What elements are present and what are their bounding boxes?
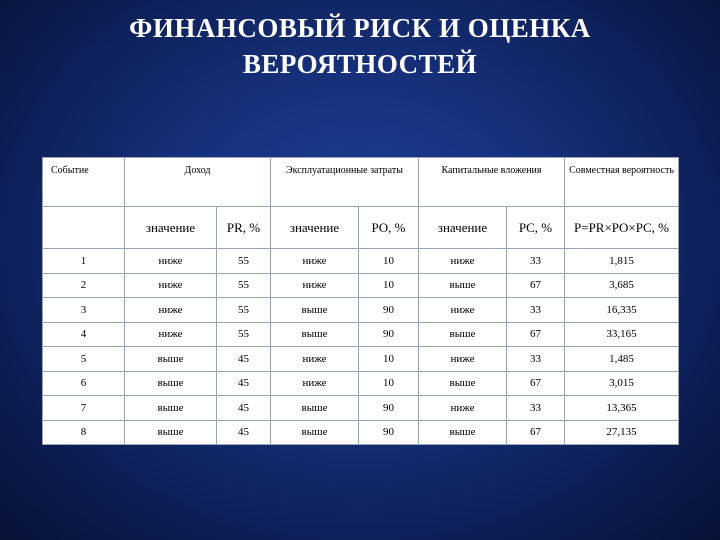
cell-p: 16,335 — [565, 298, 679, 323]
cell-event: 8 — [43, 420, 125, 445]
cell-p: 27,135 — [565, 420, 679, 445]
cell-p: 3,015 — [565, 371, 679, 396]
cell-income: выше — [125, 347, 217, 372]
cell-capex: выше — [419, 371, 507, 396]
cell-income: ниже — [125, 249, 217, 274]
cell-p: 13,365 — [565, 396, 679, 421]
cell-pc: 67 — [507, 371, 565, 396]
header-income: Доход — [125, 158, 271, 207]
table-row — [43, 273, 679, 298]
cell-opex: ниже — [271, 249, 359, 274]
cell-po: 10 — [359, 347, 419, 372]
subheader-opex-prob: PO, % — [359, 207, 419, 249]
header-row — [43, 158, 679, 207]
cell-event: 4 — [43, 322, 125, 347]
cell-opex: выше — [271, 298, 359, 323]
cell-p: 1,815 — [565, 249, 679, 274]
cell-income: выше — [125, 371, 217, 396]
cell-capex: ниже — [419, 298, 507, 323]
cell-pr: 45 — [217, 347, 271, 372]
cell-pc: 67 — [507, 273, 565, 298]
cell-event: 1 — [43, 249, 125, 274]
table-row — [43, 249, 679, 274]
slide-title — [0, 10, 720, 82]
table-row — [43, 322, 679, 347]
cell-income: ниже — [125, 298, 217, 323]
cell-capex: ниже — [419, 396, 507, 421]
cell-po: 10 — [359, 273, 419, 298]
cell-pr: 55 — [217, 273, 271, 298]
subheader-event — [43, 207, 125, 249]
cell-opex: выше — [271, 322, 359, 347]
header-capex: Капитальные вложения — [419, 158, 565, 207]
header-event: Событие — [43, 158, 125, 207]
cell-income: выше — [125, 420, 217, 445]
cell-opex: выше — [271, 396, 359, 421]
cell-event: 2 — [43, 273, 125, 298]
subheader-row — [43, 207, 679, 249]
cell-po: 90 — [359, 396, 419, 421]
cell-pc: 33 — [507, 249, 565, 274]
cell-po: 90 — [359, 420, 419, 445]
cell-capex: ниже — [419, 347, 507, 372]
subheader-opex-value: значение — [271, 207, 359, 249]
cell-pc: 33 — [507, 347, 565, 372]
table-row — [43, 396, 679, 421]
cell-opex: ниже — [271, 347, 359, 372]
subheader-income-value: значение — [125, 207, 217, 249]
cell-income: выше — [125, 396, 217, 421]
cell-pr: 45 — [217, 371, 271, 396]
cell-pr: 45 — [217, 396, 271, 421]
cell-p: 1,485 — [565, 347, 679, 372]
cell-pc: 33 — [507, 298, 565, 323]
cell-capex: выше — [419, 322, 507, 347]
cell-pr: 55 — [217, 298, 271, 323]
cell-pc: 67 — [507, 322, 565, 347]
cell-p: 3,685 — [565, 273, 679, 298]
table-row — [43, 347, 679, 372]
cell-income: ниже — [125, 273, 217, 298]
cell-pr: 55 — [217, 322, 271, 347]
cell-opex: ниже — [271, 273, 359, 298]
subheader-capex-value: значение — [419, 207, 507, 249]
probability-table — [42, 157, 679, 445]
cell-p: 33,165 — [565, 322, 679, 347]
cell-income: ниже — [125, 322, 217, 347]
cell-pc: 67 — [507, 420, 565, 445]
table-row — [43, 298, 679, 323]
slide-title-line-2: ВЕРОЯТНОСТЕЙ — [242, 49, 478, 79]
subheader-joint-formula: P=PR×PO×PC, % — [565, 207, 679, 249]
slide-title-line-1: ФИНАНСОВЫЙ РИСК И ОЦЕНКА — [129, 13, 591, 43]
cell-capex: ниже — [419, 249, 507, 274]
cell-event: 5 — [43, 347, 125, 372]
cell-capex: выше — [419, 273, 507, 298]
cell-event: 6 — [43, 371, 125, 396]
cell-opex: выше — [271, 420, 359, 445]
cell-po: 90 — [359, 298, 419, 323]
table-row — [43, 371, 679, 396]
header-joint: Совместная вероятность — [565, 158, 679, 207]
cell-event: 3 — [43, 298, 125, 323]
table-row — [43, 420, 679, 445]
cell-pr: 45 — [217, 420, 271, 445]
subheader-capex-prob: PC, % — [507, 207, 565, 249]
cell-opex: ниже — [271, 371, 359, 396]
subheader-income-prob: PR, % — [217, 207, 271, 249]
cell-po: 10 — [359, 371, 419, 396]
cell-po: 90 — [359, 322, 419, 347]
cell-pc: 33 — [507, 396, 565, 421]
cell-pr: 55 — [217, 249, 271, 274]
cell-event: 7 — [43, 396, 125, 421]
cell-capex: выше — [419, 420, 507, 445]
cell-po: 10 — [359, 249, 419, 274]
header-opex: Эксплуатационные затраты — [271, 158, 419, 207]
